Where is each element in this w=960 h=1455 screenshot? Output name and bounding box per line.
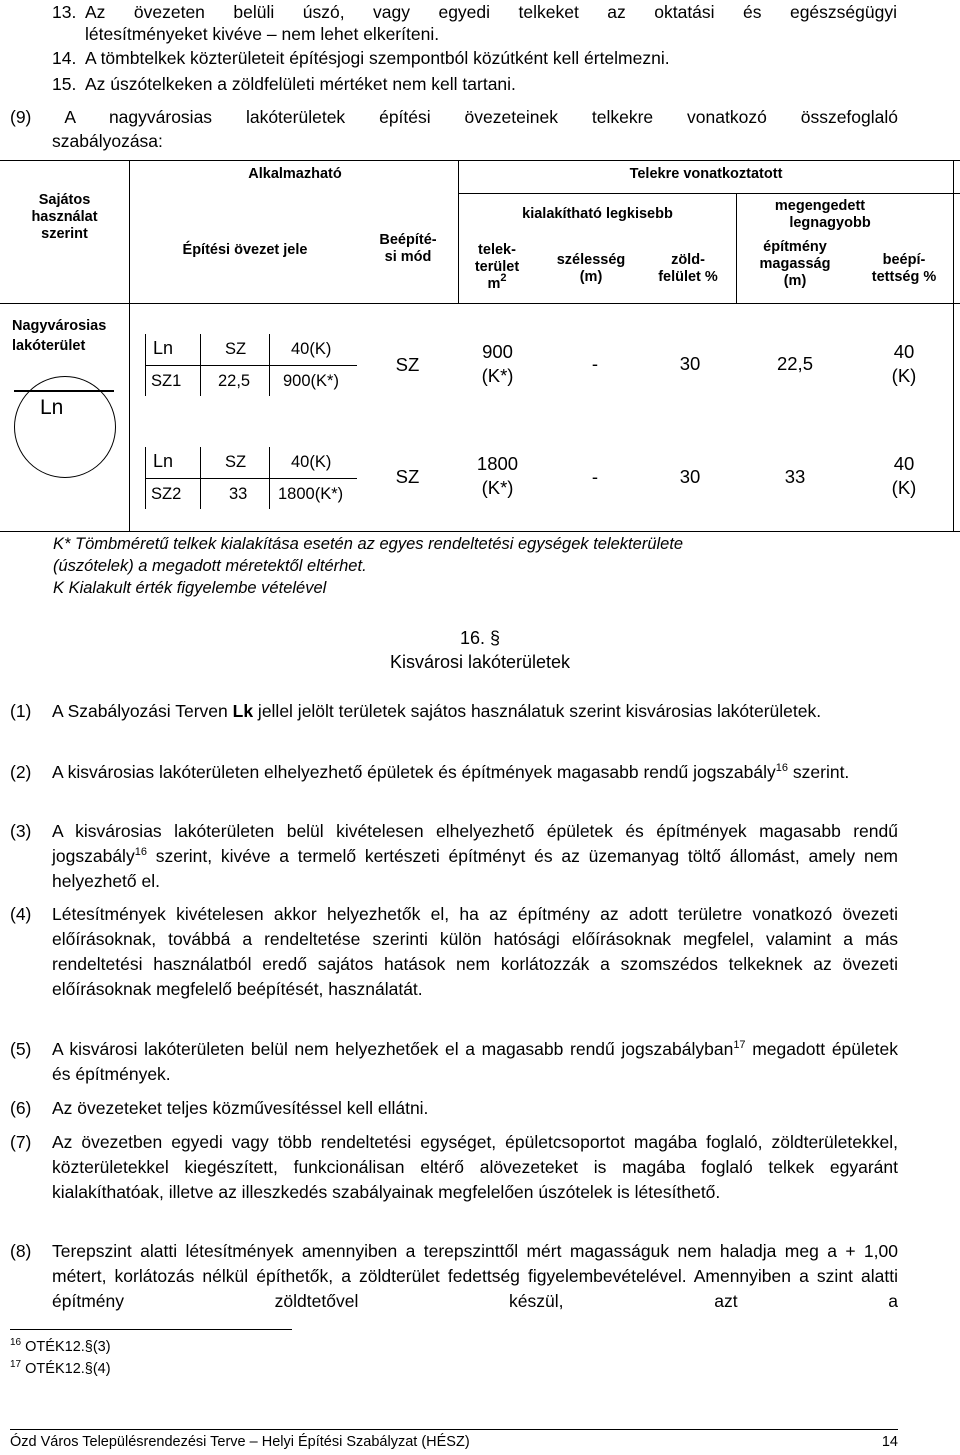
item-14-number: 14. — [52, 48, 77, 68]
zone1-c3a: 40(K) — [291, 340, 332, 358]
zone1-c2a: SZ — [225, 340, 247, 358]
zone2-c3b: 1800(K*) — [278, 485, 344, 503]
row2-szelesseg: - — [591, 466, 599, 487]
footnote-separator — [10, 1329, 292, 1330]
table-border-bottom — [0, 531, 960, 532]
ln-circle-chord — [14, 390, 114, 392]
row1-mod: SZ — [395, 354, 420, 375]
zone2-c1a: Ln — [153, 451, 174, 471]
zone-code-box-1 — [145, 334, 357, 396]
para9-line1: (9) A nagyvárosias lakóterületek építési övezeteinek telkekre vonatkozó összefoglaló — [10, 107, 898, 127]
row1-terulet: 900 (K*) — [481, 341, 514, 386]
table-vline-right — [953, 160, 954, 532]
row1-magassag: 22,5 — [776, 353, 813, 374]
table-note-1: K* Tömbméretű telkek kialakítása esetén az egyes rendeltetési egységek telekterülete — [53, 535, 684, 553]
header-beepitettseg: beépí- tettség % — [871, 252, 937, 285]
table-vline-3 — [736, 193, 737, 304]
row1-beepitettseg: 40 (K) — [891, 341, 917, 386]
header-alkalmazhato: Alkalmazható — [248, 166, 342, 182]
header-szelesseg: szélesség (m) — [556, 252, 626, 285]
row1-zold: 30 — [679, 353, 701, 374]
paragraph-8: (8) Terepszint alatti létesítmények amennyiben a terepszinttől mért magasságuk nem haladja meg a + 1,00 métert, korlátozás nélkül építhetők, a zöldterület fedettség figyelembevételével. Amennyiben a szint alatti építmény zöldtetővel készül, azt a — [10, 1241, 898, 1311]
zone1-c3b: 900(K*) — [283, 372, 339, 390]
item-13-line1: Az övezeten belüli úszó, vagy egyedi telkeket az oktatási és egészségügyi — [85, 2, 897, 22]
table-border-top — [0, 160, 960, 161]
footer-page-number: 14 — [881, 1434, 898, 1450]
footnote-17: $^{17}$ OTÉK12.§(4) — [10, 1359, 111, 1377]
header-telekre: Telekre vonatkoztatott — [629, 166, 783, 182]
zoning-table — [0, 160, 960, 532]
row2-zold: 30 — [679, 466, 701, 487]
paragraph-2: (2) A kisvárosias lakóterületen elhelyezhető épületek és építmények magasabb rendű jogszabály$^{16}$ szerint. — [10, 762, 850, 782]
paragraph-5: (5) A kisvárosi lakóterületen belül nem helyezhetőek el a magasabb rendű jogszabályban$^{17}$ megadott épületek és építmények. — [10, 1039, 898, 1084]
paragraph-3: (3) A kisvárosias lakóterületen belül kivételesen elhelyezhető épületek és építmények magasabb rendű jogszabály$^{16}$ szerint, kivéve a termelő kertészeti építményt és az üzemanyag töltő állomást, amely nem helyezhető el. — [10, 821, 898, 891]
zone1-c1b: SZ1 — [151, 372, 182, 390]
paragraph-6: (6) Az övezeteket teljes közművesítéssel kell ellátni. — [10, 1098, 429, 1118]
paragraph-1: (1) A Szabályozási Terven Lk jellel jelölt területek sajátos használatuk szerint kisvárosias lakóterületek. — [10, 701, 822, 721]
header-sajatos: Sajátos használat szerint — [31, 192, 98, 242]
para9-line2: szabályozása: — [52, 131, 163, 151]
row-label: Nagyvárosias lakóterület — [12, 318, 107, 354]
section-title: Kisvárosi lakóterületek — [389, 652, 571, 672]
item-15-text: Az úszótelkeken a zöldfelületi mértéket nem kell tartani. — [85, 74, 516, 94]
footer-rule — [10, 1429, 898, 1430]
row1-szelesseg: - — [591, 353, 599, 374]
table-note-3: K Kialakult érték figyelembe vételével — [53, 579, 327, 597]
row2-magassag: 33 — [784, 466, 806, 487]
ln-circle-label: Ln — [40, 396, 64, 419]
zone1-c1a: Ln — [153, 338, 174, 358]
table-note-2: (úszótelek) a megadott méretektől eltérhet. — [53, 557, 367, 575]
zone1-c2b: 22,5 — [218, 372, 251, 390]
row2-terulet: 1800 (K*) — [476, 453, 519, 498]
zone2-c3a: 40(K) — [291, 453, 332, 471]
zone2-c2a: SZ — [225, 453, 247, 471]
row2-mod: SZ — [395, 466, 420, 487]
header-zoldfelulet: zöld- felület % — [658, 252, 718, 285]
header-kialakithato: kialakítható legkisebb — [522, 206, 673, 222]
paragraph-4: (4) Létesítmények kivételesen akkor helyezhetők el, ha az építmény az adott területre vonatkozó övezeti előírásoknak, továbbá a rendeltetése szerinti külön hatósági előírásoknak megfelel, valamint a más rendeltetési használatból eredő sajátos hatások nem korlátozzák a szomszédos telkeknek az övezeti előírásoknak megfelelő beépítését, használatát. — [10, 904, 898, 999]
row2-beepitettseg: 40 (K) — [891, 453, 917, 498]
header-epitesi-ovezet-jele: Építési övezet jele — [182, 242, 308, 258]
footer-title: Ózd Város Településrendezési Terve – Helyi Építési Szabályzat (HÉSZ) — [10, 1434, 470, 1450]
item-13-line2: létesítményeket kivéve – nem lehet elkeríteni. — [85, 24, 440, 44]
zone2-c2b: 33 — [229, 485, 248, 503]
zone-code-box-2 — [145, 447, 357, 509]
section-number: 16. § — [459, 628, 501, 648]
header-telekterulet: telek- terület $m^2$ — [474, 242, 520, 292]
paragraph-7: (7) Az övezetben egyedi vagy több rendeltetési egységet, épületcsoportot magába foglaló, zöldterületekkel, közterületekkel kiegészített, funkcionálisan eltérő alövezeteket is magába foglaló telkek egyaránt kialakíthatóak, illetve az illeszkedés szabályainak megfelelően úszótelek is létesíthető. — [10, 1132, 898, 1202]
header-epitmeny-magassag: építmény magasság (m) — [759, 239, 831, 289]
table-border-telekre — [458, 193, 960, 194]
zone2-c1b: SZ2 — [151, 485, 182, 503]
header-beepitesi-mod: Beépíté- si mód — [379, 232, 437, 265]
item-14-text: A tömbtelkek közterületeit építésjogi szempontból közútként kell értelmezni. — [85, 48, 670, 68]
table-border-header-bottom — [0, 303, 960, 304]
header-megengedett: megengedett legnagyobb — [774, 198, 871, 231]
item-15-number: 15. — [52, 74, 77, 94]
item-13-number: 13. — [52, 2, 77, 22]
footnote-16: $^{16}$ OTÉK12.§(3) — [10, 1337, 111, 1355]
